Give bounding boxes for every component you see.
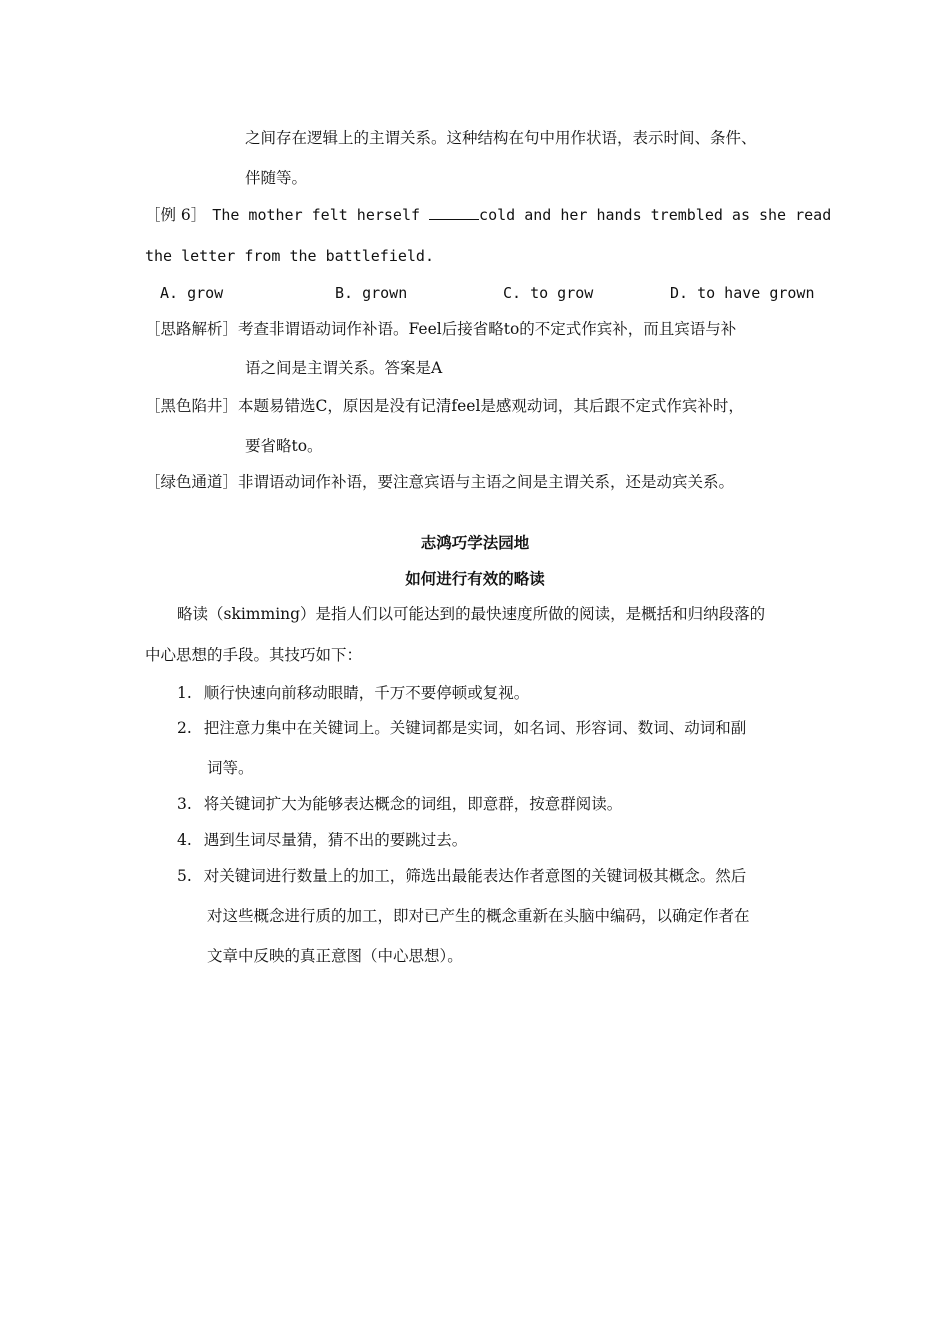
answer-blank (429, 205, 479, 220)
option-a: A. grow (160, 284, 224, 302)
continuation-line-2: 伴随等。 (245, 169, 308, 187)
tip-text: 顺行快速向前移动眼睛，千万不要停顿或复视。 (203, 684, 530, 702)
option-c: C. to grow (503, 284, 594, 302)
tip-text: 将关键词扩大为能够表达概念的词组，即意群，按意群阅读。 (203, 795, 623, 813)
continuation-line-1: 之间存在逻辑上的主谓关系。这种结构在句中用作状语，表示时间、条件、 (245, 129, 757, 147)
example-tag: ［例 6］ (145, 206, 207, 224)
option-b: B. grown (335, 284, 408, 302)
tip-number: 4. (177, 831, 192, 849)
example-6-line-1 (145, 205, 831, 225)
tip-5-continuation-1: 对这些概念进行质的加工，即对已产生的概念重新在头脑中编码，以确定作者在 (207, 907, 750, 925)
trap-tag: ［黑色陷井］ (145, 397, 239, 415)
analysis-tag: ［思路解析］ (145, 320, 239, 338)
intro-line-1: 略读（skimming）是指人们以可能达到的最快速度所做的阅读，是概括和归纳段落的 (177, 605, 766, 623)
tip-4 (177, 830, 467, 850)
green-channel-tag: ［绿色通道］ (145, 473, 239, 491)
green-channel-text: 非谓语动词作补语，要注意宾语与主语之间是主谓关系，还是动宾关系。 (238, 473, 735, 491)
example-text-after-blank: cold and her hands trembled as she read (479, 206, 832, 224)
analysis-text: 考查非谓语动词作补语。Feel后接省略to的不定式作宾补，而且宾语与补 (238, 320, 737, 338)
tip-2 (177, 718, 746, 738)
tip-5-continuation-2: 文章中反映的真正意图（中心思想）。 (207, 947, 463, 965)
tip-number: 2. (177, 719, 192, 737)
green-channel-line (145, 472, 734, 492)
tip-text: 对关键词进行数量上的加工，筛选出最能表达作者意图的关键词极其概念。然后 (203, 867, 747, 885)
section-heading: 志鸿巧学法园地 (420, 534, 530, 552)
tip-5 (177, 866, 746, 886)
trap-line-2: 要省略to。 (245, 437, 323, 455)
tip-1 (177, 683, 529, 703)
tip-number: 5. (177, 867, 192, 885)
intro-line-2: 中心思想的手段。其技巧如下： (145, 646, 363, 664)
tip-number: 3. (177, 795, 192, 813)
option-d: D. to have grown (670, 284, 815, 302)
analysis-line-2: 语之间是主谓关系。答案是A (245, 359, 443, 377)
section-subheading: 如何进行有效的略读 (405, 570, 545, 588)
trap-text: 本题易错选C，原因是没有记清feel是感观动词，其后跟不定式作宾补时， (238, 397, 744, 415)
tip-3 (177, 794, 622, 814)
tip-text: 遇到生词尽量猜，猜不出的要跳过去。 (203, 831, 468, 849)
tip-number: 1. (177, 684, 192, 702)
example-text-before-blank: The mother felt herself (212, 206, 430, 224)
example-6-line-2: the letter from the battlefield. (145, 247, 434, 265)
tip-text: 把注意力集中在关键词上。关键词都是实词，如名词、形容词、数词、动词和副 (203, 719, 747, 737)
trap-line-1 (145, 396, 744, 416)
tip-2-continuation: 词等。 (207, 759, 254, 777)
analysis-line-1 (145, 319, 736, 339)
